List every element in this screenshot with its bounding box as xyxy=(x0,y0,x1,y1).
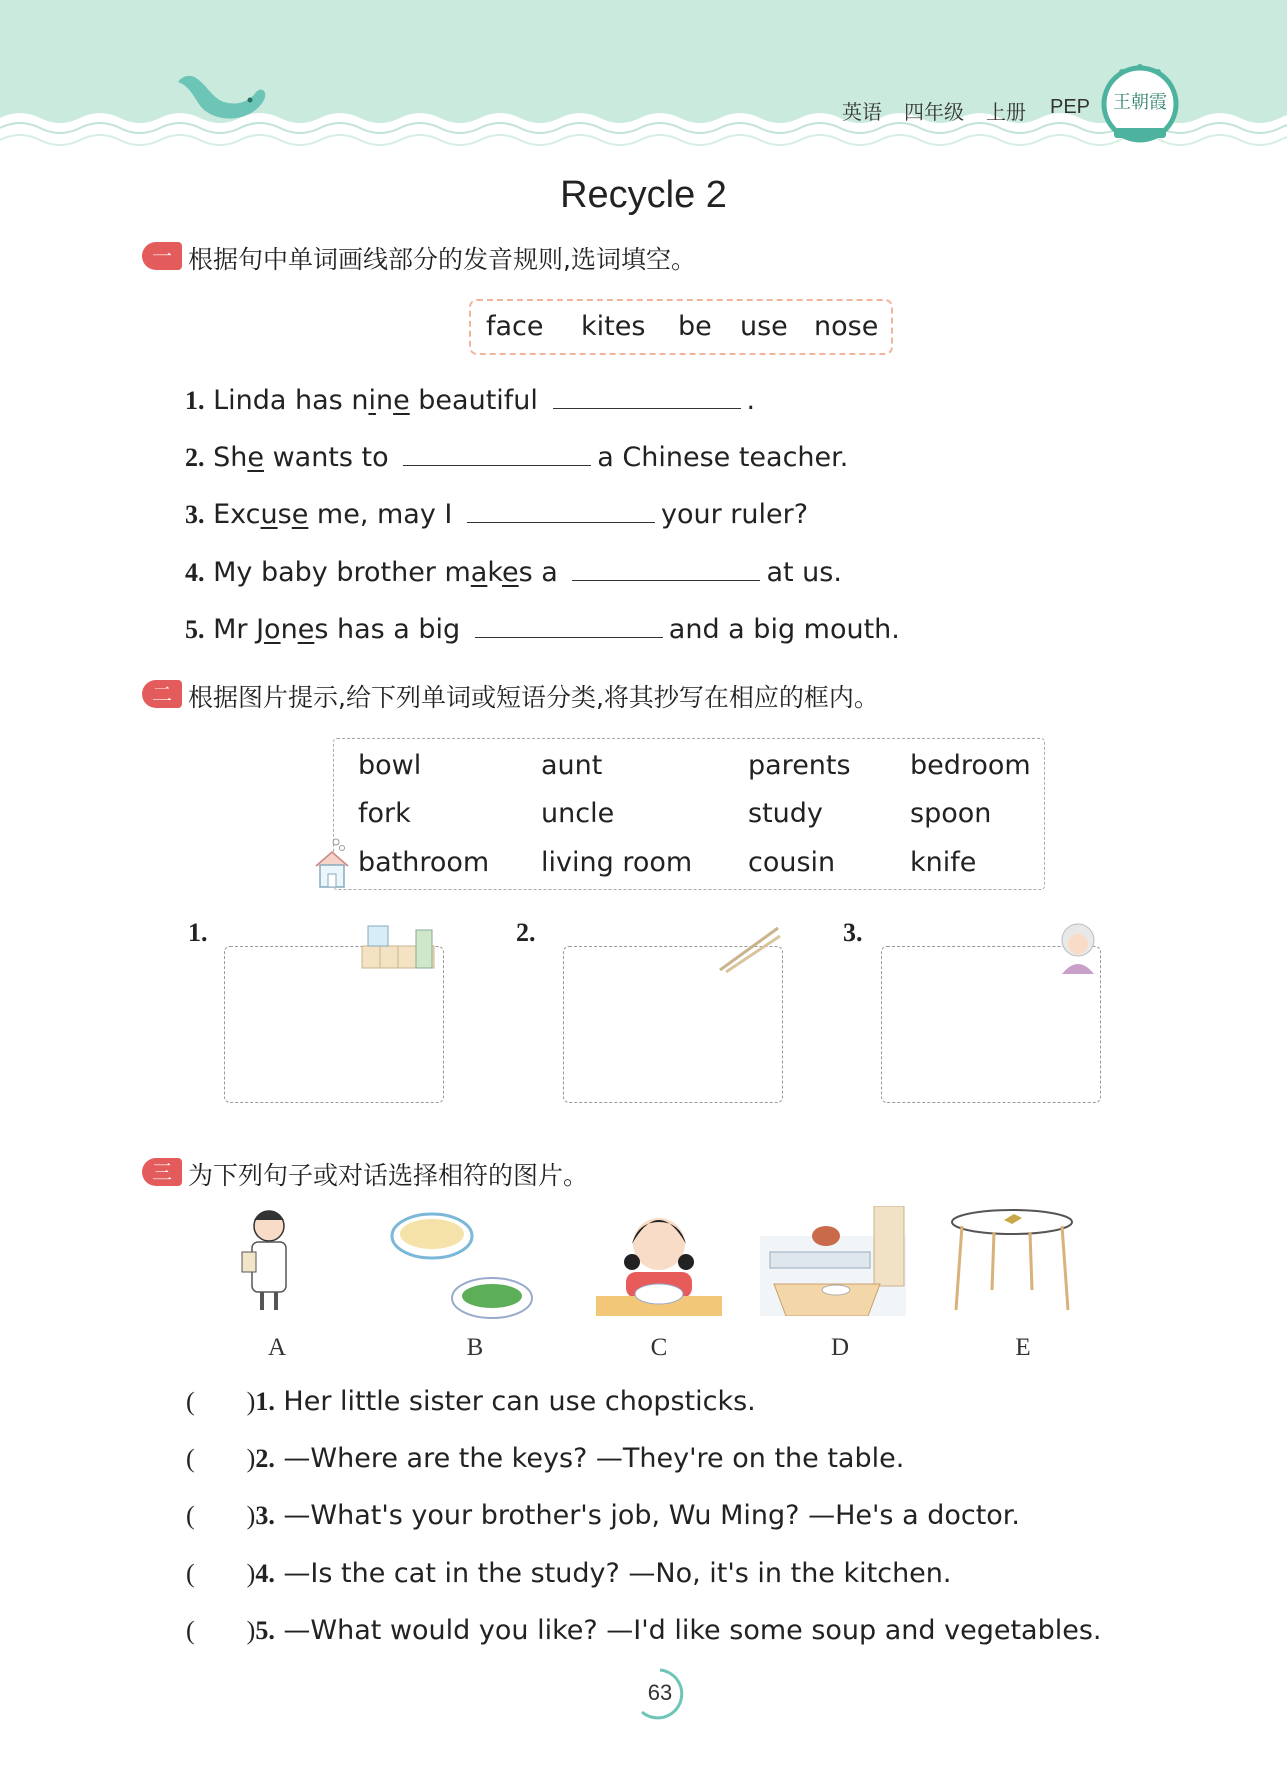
grade-label: 四年级 xyxy=(904,102,964,124)
house-icon xyxy=(312,838,352,890)
box-number-3: 3. xyxy=(843,918,863,947)
section2-instruction: 根据图片提示,给下列单词或短语分类,将其抄写在相应的框内。 xyxy=(188,683,879,712)
picture-label-d: D xyxy=(830,1334,850,1361)
soup-and-vegetables-picture xyxy=(388,1206,536,1324)
box-number-2: 2. xyxy=(516,918,536,947)
answer-paren[interactable]: ( ) xyxy=(186,1616,256,1645)
answer-blank[interactable] xyxy=(553,382,741,409)
question-number: 3. xyxy=(185,500,205,529)
section1-badge: 一 xyxy=(142,242,182,270)
table-with-keys-picture xyxy=(948,1206,1076,1314)
s3-item-2 xyxy=(186,1443,904,1474)
word-be: be xyxy=(678,311,712,342)
header-band xyxy=(0,0,1287,150)
s3-item-3 xyxy=(186,1500,1020,1531)
answer-blank[interactable] xyxy=(403,439,591,466)
box-number-1: 1. xyxy=(188,918,208,947)
section3-badge: 三 xyxy=(142,1158,182,1186)
word-knife: knife xyxy=(910,847,977,878)
word-kites: kites xyxy=(581,311,646,342)
word-bathroom: bathroom xyxy=(358,847,490,878)
item-number: 5. xyxy=(255,1616,275,1645)
answer-paren[interactable]: ( ) xyxy=(186,1501,256,1530)
answer-paren[interactable]: ( ) xyxy=(186,1444,256,1473)
word-aunt: aunt xyxy=(541,750,603,781)
word-nose: nose xyxy=(814,311,879,342)
s1-question-1: 1. Linda has nine beautiful . xyxy=(185,382,755,416)
section1-instruction: 根据句中单词画线部分的发音规则,选词填空。 xyxy=(188,245,696,274)
word-study: study xyxy=(748,798,823,829)
picture-label-a: A xyxy=(267,1334,287,1361)
word-living-room: living room xyxy=(541,847,693,878)
s3-item-1 xyxy=(186,1386,756,1417)
item-text: —Is the cat in the study? —No, it's in the kitchen. xyxy=(283,1558,952,1589)
item-number: 4. xyxy=(255,1559,275,1588)
logo-text: 王朝霞 xyxy=(1113,92,1167,113)
question-number: 2. xyxy=(185,443,205,472)
item-text: —What would you like? —I'd like some soup and vegetables. xyxy=(283,1615,1102,1646)
word-face: face xyxy=(486,311,544,342)
answer-paren[interactable]: ( ) xyxy=(186,1387,256,1416)
edition-label: PEP xyxy=(1050,96,1091,118)
whale-icon xyxy=(172,72,272,132)
answer-blank[interactable] xyxy=(467,496,655,523)
kitchen-picture xyxy=(760,1206,906,1316)
page-title: Recycle 2 xyxy=(560,174,727,216)
chopsticks-icon xyxy=(716,922,782,974)
word-spoon: spoon xyxy=(910,798,992,829)
word-bowl: bowl xyxy=(358,750,422,781)
picture-label-c: C xyxy=(650,1334,668,1361)
word-bedroom: bedroom xyxy=(910,750,1031,781)
s1-question-4: 4. My baby brother makes a at us. xyxy=(185,554,842,588)
question-number: 4. xyxy=(185,558,205,587)
word-fork: fork xyxy=(358,798,411,829)
item-text: —What's your brother's job, Wu Ming? —He's a doctor. xyxy=(283,1500,1021,1531)
item-number: 2. xyxy=(255,1444,275,1473)
subject-label: 英语 xyxy=(842,102,882,124)
question-number: 1. xyxy=(185,386,205,415)
word-parents: parents xyxy=(748,750,851,781)
kitchen-room-icon xyxy=(360,922,436,970)
brand-logo xyxy=(1100,62,1180,146)
doctor-picture xyxy=(236,1206,302,1314)
page-number: 63 xyxy=(647,1680,673,1705)
grandma-icon xyxy=(1056,920,1100,976)
answer-blank[interactable] xyxy=(475,611,663,638)
picture-label-b: B xyxy=(466,1334,484,1361)
section3-instruction: 为下列句子或对话选择相符的图片。 xyxy=(188,1161,589,1190)
picture-label-e: E xyxy=(1015,1334,1031,1361)
s1-question-5: 5. Mr Jones has a big and a big mouth. xyxy=(185,611,900,645)
section2-badge: 二 xyxy=(142,680,182,708)
answer-paren[interactable]: ( ) xyxy=(186,1559,256,1588)
word-cousin: cousin xyxy=(748,847,836,878)
s3-item-5 xyxy=(186,1615,1102,1646)
volume-label: 上册 xyxy=(986,102,1026,124)
item-text: —Where are the keys? —They're on the table. xyxy=(283,1443,905,1474)
item-number: 1. xyxy=(255,1387,275,1416)
question-number: 5. xyxy=(185,615,205,644)
answer-blank[interactable] xyxy=(572,554,760,581)
word-uncle: uncle xyxy=(541,798,615,829)
girl-eating-picture xyxy=(596,1210,722,1316)
item-text: Her little sister can use chopsticks. xyxy=(283,1386,756,1417)
s3-item-4 xyxy=(186,1558,952,1589)
item-number: 3. xyxy=(255,1501,275,1530)
s1-question-3: 3. Excuse me, may I your ruler? xyxy=(185,496,808,530)
s1-question-2: 2. She wants to a Chinese teacher. xyxy=(185,439,848,473)
word-use: use xyxy=(740,311,788,342)
